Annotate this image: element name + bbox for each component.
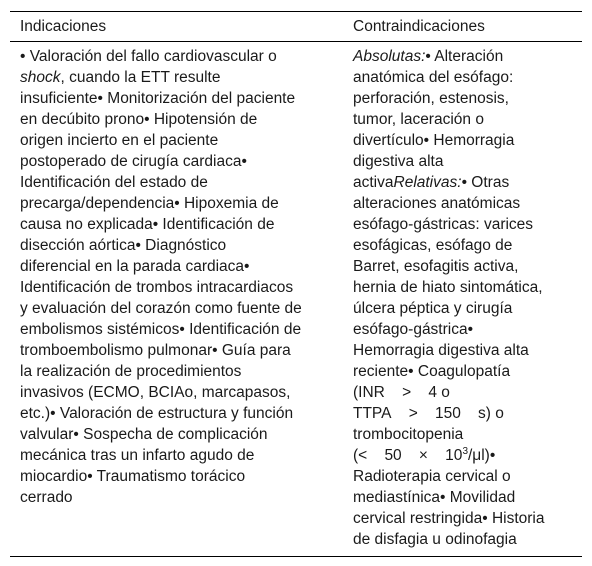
indicaciones-line: origen incierto en el paciente [20, 132, 219, 149]
indicaciones-line: mecánica tras un infarto agudo de [20, 447, 255, 464]
indicaciones-line: y evaluación del corazón como fuente de [20, 300, 302, 317]
indicaciones-line: postoperado de cirugía cardiaca• [20, 153, 247, 170]
indicaciones-line: etc.)• Valoración de estructura y función [20, 405, 294, 422]
contraindicaciones-text [353, 46, 578, 550]
indicaciones-line: Identificación de trombos intracardiacos [20, 279, 294, 296]
contraindicaciones-line: trombocitopenia [353, 426, 464, 443]
indicaciones-line: valvular• Sospecha de complicación [20, 426, 268, 443]
contraindicaciones-line: esófago-gástrica• [353, 321, 474, 338]
contraindicaciones-line: alteraciones anatómicas [353, 195, 521, 212]
indicaciones-line: causa no explicada• Identificación de [20, 216, 275, 233]
contraindicaciones-line: anatómica del esófago: [353, 69, 514, 86]
contraindicaciones-line: Barret, esofagitis activa, [353, 258, 519, 275]
contraindicaciones-line: tumor, laceración o [353, 111, 484, 128]
header-contraindicaciones: Contraindicaciones [353, 18, 485, 35]
contraindicaciones-line: reciente• Coagulopatía [353, 363, 511, 380]
indications-table [10, 11, 582, 557]
contraindicaciones-line: divertículo• Hemorragia [353, 132, 515, 149]
header-indicaciones: Indicaciones [20, 18, 107, 35]
indicaciones-cell [10, 42, 353, 556]
indicaciones-line: shock, cuando la ETT resulte [20, 69, 221, 86]
indicaciones-line: invasivos (ECMO, BCIAo, marcapasos, [20, 384, 291, 401]
indicaciones-line: • Valoración del fallo cardiovascular o [20, 48, 277, 65]
contraindicaciones-line: (< 50 × $10^3/\mu l)•$ [353, 445, 496, 464]
indicaciones-line: tromboembolismo pulmonar• Guía para [20, 342, 291, 359]
indicaciones-line: Identificación del estado de [20, 174, 208, 191]
indicaciones-line: precarga/dependencia• Hipoxemia de [20, 195, 279, 212]
indicaciones-line: miocardio• Traumatismo torácico [20, 468, 246, 485]
indicaciones-line: diferencial en la parada cardiaca• [20, 258, 250, 275]
contraindicaciones-line: perforación, estenosis, [353, 90, 509, 107]
indicaciones-line: cerrado [20, 489, 73, 506]
contraindicaciones-line: TTPA > 150 s) o [353, 405, 504, 422]
indicaciones-line: insuficiente• Monitorización del paciente [20, 90, 296, 107]
contraindicaciones-line: activaRelativas:• Otras [353, 174, 510, 191]
contraindicaciones-cell [353, 42, 582, 556]
contraindicaciones-line: digestiva alta [353, 153, 444, 170]
contraindicaciones-line: cervical restringida• Historia [353, 510, 545, 527]
contraindicaciones-line: Hemorragia digestiva alta [353, 342, 529, 359]
contraindicaciones-line: (INR > 4 o [353, 384, 450, 401]
contraindicaciones-line: úlcera péptica y cirugía [353, 300, 513, 317]
contraindicaciones-line: mediastínica• Movilidad [353, 489, 516, 506]
indicaciones-line: embolismos sistémicos• Identificación de [20, 321, 302, 338]
contraindicaciones-line: Absolutas:• Alteración [353, 48, 504, 65]
indicaciones-line: disección aórtica• Diagnóstico [20, 237, 227, 254]
indicaciones-text [20, 46, 349, 508]
contraindicaciones-line: esofágicas, esófago de [353, 237, 513, 254]
contraindicaciones-line: hernia de hiato sintomática, [353, 279, 543, 296]
table-header-row [10, 12, 582, 42]
table-row [10, 42, 582, 556]
indicaciones-line: la realización de procedimientos [20, 363, 242, 380]
contraindicaciones-line: de disfagia u odinofagia [353, 531, 517, 548]
contraindicaciones-line: esófago-gástricas: varices [353, 216, 534, 233]
contraindicaciones-line: Radioterapia cervical o [353, 468, 511, 485]
indicaciones-line: en decúbito prono• Hipotensión de [20, 111, 258, 128]
